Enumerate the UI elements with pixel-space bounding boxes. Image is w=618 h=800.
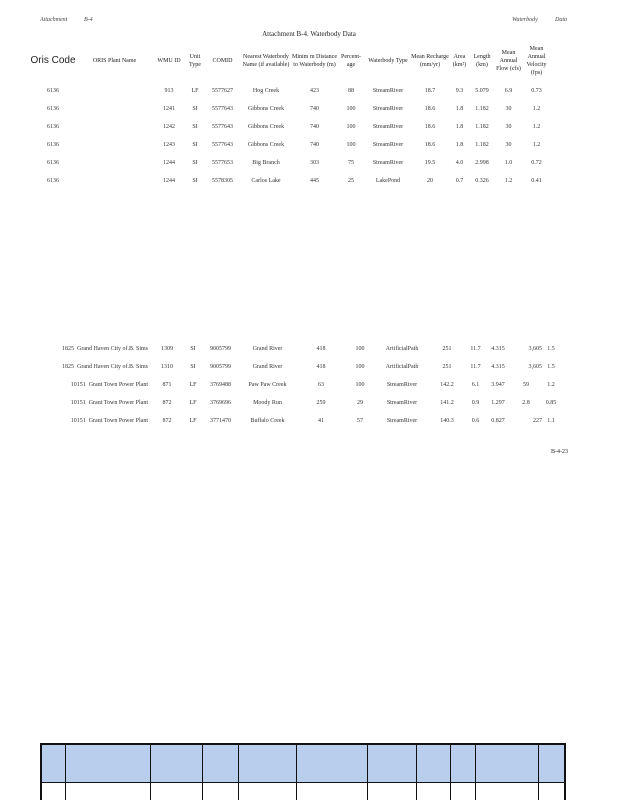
cell-waterbody-type: ArtificialPath xyxy=(385,364,419,370)
cell-waterbody-type: ArtificialPath xyxy=(385,346,419,352)
cell-distance: 740 xyxy=(310,106,319,112)
cell-area: 9.3 xyxy=(455,88,464,94)
cell-distance: 445 xyxy=(310,178,319,184)
column-divider xyxy=(238,745,239,800)
cell-oris-code: 10151 xyxy=(70,418,86,424)
column-divider xyxy=(150,745,151,800)
cell-waterbody-type: StreamRiver xyxy=(372,106,404,112)
cell-plant-name xyxy=(76,118,153,136)
cell-oris-code: 10151 xyxy=(70,382,86,388)
cell-waterbody-name: Gibbons Creek xyxy=(247,124,285,130)
cell-length: 0.827 xyxy=(491,418,505,424)
cell-wmu-id: 872 xyxy=(162,418,172,424)
cell-wmu-id: 1243 xyxy=(163,142,175,148)
page-number: B-4-23 xyxy=(551,449,568,455)
cell-distance: 418 xyxy=(316,346,326,352)
cell-flow: 3,605 xyxy=(528,346,542,352)
cell-length: 0.326 xyxy=(475,178,489,184)
cell-recharge: 20 xyxy=(427,178,433,184)
cell-waterbody-name: Hog Creek xyxy=(252,88,280,94)
cell-oris-and-plant xyxy=(30,358,151,376)
cell-distance: 423 xyxy=(310,88,319,94)
cell-percentage: 100 xyxy=(355,382,365,388)
column-divider xyxy=(475,745,476,800)
cell-waterbody-type: StreamRiver xyxy=(372,160,404,166)
cell-oris-code: 10151 xyxy=(70,400,86,406)
table-row xyxy=(30,100,550,118)
table-header-row xyxy=(30,40,550,82)
cell-percentage: 100 xyxy=(355,346,365,352)
cell-percentage: 100 xyxy=(346,142,356,148)
cell-oris-and-plant xyxy=(30,376,151,394)
cell-length: 4.315 xyxy=(491,346,505,352)
cell-comid: 3771470 xyxy=(210,418,231,424)
cell-oris-and-plant xyxy=(30,412,151,430)
cell-comid: 3769696 xyxy=(210,400,231,406)
cell-waterbody-type: StreamRiver xyxy=(386,382,418,388)
cell-waterbody-name: Moody Run xyxy=(253,400,282,406)
table-row xyxy=(30,82,550,100)
cell-percentage: 100 xyxy=(346,106,356,112)
cell-waterbody-name: Grand River xyxy=(252,346,283,352)
cell-unit-type: LF xyxy=(189,418,197,424)
col-wmu-id: WMU ID xyxy=(157,58,181,64)
cell-oris-and-plant xyxy=(30,394,151,412)
cell-recharge: 18.6 xyxy=(424,106,436,112)
cell-wmu-id: 1310 xyxy=(161,364,173,370)
cell-area: 0.6 xyxy=(471,418,480,424)
waterbody-table-continued xyxy=(30,340,560,430)
table-row xyxy=(30,154,550,172)
cell-oris-code: 1825 xyxy=(62,364,74,370)
cell-velocity: 1.2 xyxy=(532,106,541,112)
cell-length: 5.079 xyxy=(475,88,489,94)
cell-waterbody-name: Carlos Lake xyxy=(251,178,281,184)
cell-velocity: 1.2 xyxy=(532,142,541,148)
col-nearest-waterbody: Nearest Waterbody Name (if available) xyxy=(242,54,290,68)
cell-area: 11.7 xyxy=(470,346,481,352)
table-row xyxy=(30,172,550,190)
cell-waterbody-type: StreamRiver xyxy=(386,400,418,406)
cell-comid: 5578305 xyxy=(212,178,233,184)
cell-flow: 30 xyxy=(505,106,512,112)
cell-oris-code: 6136 xyxy=(47,142,59,148)
cell-percentage: 75 xyxy=(348,160,354,166)
cell-comid: 9005799 xyxy=(210,364,231,370)
next-table-header-fill xyxy=(42,745,564,783)
cell-flow: 59 xyxy=(523,382,529,388)
col-plant-name: ORIS Plant Name xyxy=(92,58,137,64)
cell-recharge: 251 xyxy=(442,364,452,370)
cell-waterbody-type: LakePond xyxy=(375,178,401,184)
col-area: Area (km²) xyxy=(452,54,467,68)
cell-wmu-id: 1244 xyxy=(163,160,175,166)
col-percentage: Percent-age xyxy=(341,54,361,68)
table-row xyxy=(30,376,560,394)
cell-waterbody-type: StreamRiver xyxy=(386,418,418,424)
cell-plant-name xyxy=(76,136,153,154)
cell-recharge: 140.3 xyxy=(440,418,454,424)
table-row xyxy=(30,412,560,430)
cell-waterbody-type: StreamRiver xyxy=(372,124,404,130)
cell-recharge: 141.2 xyxy=(440,400,454,406)
cell-plant-name: Grant Town Power Plant xyxy=(88,418,148,424)
cell-length: 1.297 xyxy=(491,400,505,406)
cell-flow: 227 xyxy=(533,418,542,424)
cell-waterbody-type: StreamRiver xyxy=(372,142,404,148)
cell-oris-code: 6136 xyxy=(47,88,59,94)
cell-length: 3.947 xyxy=(491,382,505,388)
cell-comid: 5577653 xyxy=(212,160,233,166)
cell-wmu-id: 1244 xyxy=(163,178,175,184)
cell-wmu-id: 1309 xyxy=(161,346,173,352)
cell-comid: 3769488 xyxy=(210,382,231,388)
cell-distance: 259 xyxy=(316,400,326,406)
cell-distance: 41 xyxy=(318,418,324,424)
cell-velocity: 0.85 xyxy=(545,400,557,406)
cell-wmu-id: 913 xyxy=(164,88,174,94)
col-oris-code: Oris Code xyxy=(30,55,76,66)
header-attachment-code: B-4 xyxy=(84,17,93,23)
cell-percentage: 88 xyxy=(348,88,354,94)
cell-velocity: 1.2 xyxy=(547,382,555,388)
cell-area: 1.8 xyxy=(455,106,464,112)
cell-plant-name: Grant Town Power Plant xyxy=(88,382,148,388)
cell-flow: 6.9 xyxy=(504,88,513,94)
cell-comid: 5577627 xyxy=(212,88,233,94)
cell-unit-type: LF xyxy=(189,382,197,388)
next-table-header xyxy=(40,743,566,800)
cell-unit-type: SI xyxy=(192,124,198,130)
cell-waterbody-name: Buffalo Creek xyxy=(250,418,285,424)
cell-wmu-id: 1241 xyxy=(163,106,175,112)
cell-oris-and-plant xyxy=(30,340,151,358)
waterbody-table xyxy=(30,40,550,190)
cell-percentage: 29 xyxy=(357,400,363,406)
cell-area: 0.9 xyxy=(471,400,480,406)
cell-flow: 1.0 xyxy=(504,160,513,166)
cell-oris-code: 6136 xyxy=(47,160,59,166)
col-waterbody-type: Waterbody Type xyxy=(368,58,408,64)
cell-recharge: 251 xyxy=(442,346,452,352)
cell-area: 4.0 xyxy=(455,160,464,166)
cell-percentage: 25 xyxy=(348,178,354,184)
cell-unit-type: SI xyxy=(192,178,198,184)
cell-distance: 740 xyxy=(310,142,319,148)
cell-unit-type: SI xyxy=(192,106,198,112)
cell-wmu-id: 871 xyxy=(162,382,172,388)
cell-waterbody-name: Gibbons Creek xyxy=(247,142,285,148)
cell-area: 1.8 xyxy=(455,142,464,148)
table-row xyxy=(30,358,560,376)
table-row xyxy=(30,118,550,136)
cell-velocity: 1.5 xyxy=(547,346,555,352)
cell-percentage: 100 xyxy=(355,364,365,370)
cell-plant-name xyxy=(76,100,153,118)
cell-plant-name: Grand Haven City of.B. Sims xyxy=(77,346,148,352)
cell-velocity: 0.72 xyxy=(531,160,542,166)
cell-oris-code: 6136 xyxy=(47,124,59,130)
col-recharge: Mean Recharge (mm/yr) xyxy=(411,54,449,68)
column-divider xyxy=(450,745,451,800)
cell-recharge: 142.2 xyxy=(440,382,454,388)
table-row xyxy=(30,340,560,358)
column-divider xyxy=(416,745,417,800)
cell-plant-name: Grand Haven City of.B. Sims xyxy=(77,364,148,370)
cell-area: 6.1 xyxy=(471,382,480,388)
cell-unit-type: SI xyxy=(192,160,198,166)
col-velocity: Mean Annual Velocity (fps) xyxy=(526,46,547,76)
cell-velocity: 0.73 xyxy=(531,88,542,94)
cell-velocity: 0.41 xyxy=(531,178,542,184)
cell-unit-type: SI xyxy=(192,142,198,148)
cell-area: 0.7 xyxy=(455,178,464,184)
cell-velocity: 1.1 xyxy=(547,418,555,424)
col-comid: COMID xyxy=(212,58,233,64)
cell-plant-name xyxy=(76,154,153,172)
cell-plant-name xyxy=(76,82,153,100)
col-unit-type: Unit Type xyxy=(189,54,201,68)
cell-velocity: 1.2 xyxy=(532,124,541,130)
cell-flow: 2.8 xyxy=(522,400,530,406)
cell-area: 11.7 xyxy=(470,364,481,370)
cell-wmu-id: 872 xyxy=(162,400,172,406)
cell-percentage: 57 xyxy=(357,418,363,424)
header-data-label: Data xyxy=(555,17,567,23)
column-divider xyxy=(367,745,368,800)
column-divider xyxy=(538,745,539,800)
cell-comid: 9005799 xyxy=(210,346,231,352)
cell-unit-type: LF xyxy=(191,88,199,94)
col-distance: Minim m Distance to Waterbody (m) xyxy=(292,54,337,68)
cell-length: 1.182 xyxy=(475,124,489,130)
cell-waterbody-name: Gibbons Creek xyxy=(247,106,285,112)
column-divider xyxy=(65,745,66,800)
table-row xyxy=(30,136,550,154)
cell-comid: 5577643 xyxy=(212,106,233,112)
cell-oris-code: 1825 xyxy=(62,346,74,352)
col-length: Length (km) xyxy=(473,54,491,68)
col-flow: Mean Annual Flow (cfs) xyxy=(496,50,521,72)
cell-flow: 1.2 xyxy=(504,178,513,184)
header-waterbody-label: Waterbody xyxy=(512,17,538,23)
cell-velocity: 1.5 xyxy=(547,364,555,370)
cell-comid: 5577643 xyxy=(212,124,233,130)
column-divider xyxy=(296,745,297,800)
cell-percentage: 100 xyxy=(346,124,356,130)
cell-waterbody-name: Grand River xyxy=(252,364,283,370)
cell-plant-name: Grant Town Power Plant xyxy=(88,400,148,406)
cell-comid: 5577643 xyxy=(212,142,233,148)
cell-area: 1.8 xyxy=(455,124,464,130)
cell-distance: 418 xyxy=(316,364,326,370)
cell-recharge: 19.5 xyxy=(424,160,436,166)
cell-distance: 740 xyxy=(310,124,319,130)
cell-recharge: 18.6 xyxy=(424,124,436,130)
cell-plant-name xyxy=(76,172,153,190)
table-title: Attachment B-4. Waterbody Data xyxy=(262,30,356,38)
cell-flow: 3,605 xyxy=(528,364,542,370)
cell-waterbody-name: Paw Paw Creek xyxy=(248,382,287,388)
cell-recharge: 18.7 xyxy=(424,88,436,94)
cell-distance: 63 xyxy=(318,382,324,388)
cell-length: 1.182 xyxy=(475,106,489,112)
cell-flow: 30 xyxy=(505,124,512,130)
header-attachment-label: Attachment xyxy=(40,17,68,23)
cell-recharge: 18.6 xyxy=(424,142,436,148)
cell-flow: 30 xyxy=(505,142,512,148)
table-row xyxy=(30,394,560,412)
cell-unit-type: SI xyxy=(190,346,196,352)
cell-oris-code: 6136 xyxy=(47,106,59,112)
cell-waterbody-type: StreamRiver xyxy=(372,88,404,94)
cell-length: 4.315 xyxy=(491,364,505,370)
cell-unit-type: LF xyxy=(189,400,197,406)
cell-distance: 303 xyxy=(310,160,319,166)
cell-length: 1.182 xyxy=(475,142,489,148)
cell-unit-type: SI xyxy=(190,364,196,370)
column-divider xyxy=(202,745,203,800)
cell-waterbody-name: Big Branch xyxy=(252,160,280,166)
cell-oris-code: 6136 xyxy=(47,178,59,184)
cell-length: 2.998 xyxy=(475,160,489,166)
cell-wmu-id: 1242 xyxy=(163,124,175,130)
